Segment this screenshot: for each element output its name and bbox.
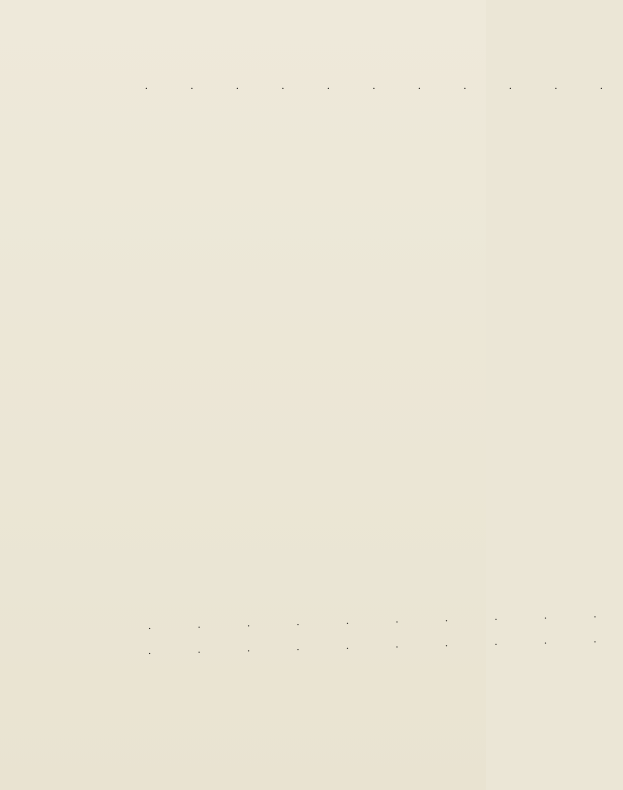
introduction-leader-dots: . . . . . . . . . . . xyxy=(145,80,623,92)
index-leader-dots: . . . . . . . . . . xyxy=(148,632,619,657)
appendix-leader-dots: . . . . . . . . . . xyxy=(148,607,619,632)
